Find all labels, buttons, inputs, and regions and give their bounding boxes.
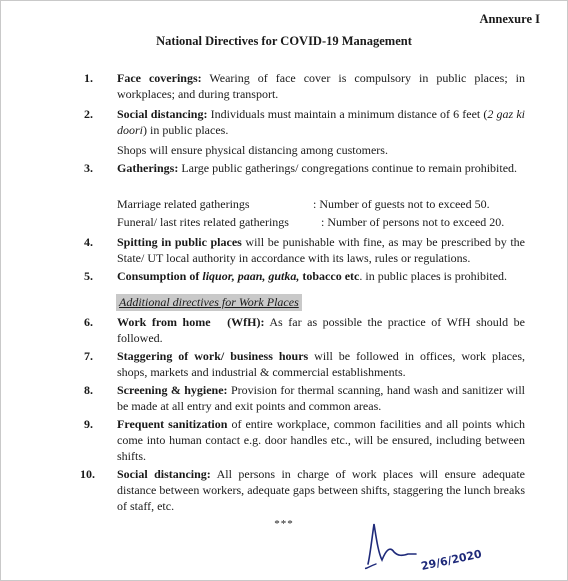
- item-lead: Social distancing:: [117, 467, 211, 481]
- signature: [360, 516, 530, 576]
- item-text: Wearing of face cover is compulsory in public places; in workplaces; and during transport.: [117, 71, 525, 101]
- item-body: [117, 466, 525, 514]
- page-title: National Directives for COVID-19 Management: [156, 34, 412, 48]
- gathering-label: Funeral/ last rites related gatherings: [117, 215, 289, 229]
- signature-date: 29/6/2020: [419, 547, 483, 573]
- gathering-row: [117, 214, 525, 230]
- item-text: of entire workplace, common facilities and all points which come into human contact e.g. door handles etc., will be ensured, including between shifts.: [117, 417, 525, 463]
- end-marker: ***: [274, 518, 294, 530]
- item-text: Provision for thermal scanning, hand wash and sanitizer will be made at all entry and exit points and common areas.: [117, 383, 526, 413]
- item-text: will be punishable with fine, as may be prescribed by the State/ UT local authority in accordance with its laws, rules or regulations.: [117, 235, 525, 265]
- item-text: will be followed in offices, work places, shops, markets and industrial & commercial establishments.: [117, 349, 525, 379]
- item-lead: Work from home: [117, 315, 211, 329]
- item-extra-line: Shops will ensure physical distancing among customers.: [117, 143, 388, 157]
- item-text: All persons in charge of work places will ensure adequate distance between workers, adequate gaps between shifts, staggering the lunch breaks of staff, etc.: [117, 467, 525, 513]
- item-body: [117, 348, 525, 380]
- item-lead: Consumption of: [117, 269, 203, 283]
- item-body: [117, 314, 525, 346]
- gathering-value: : Number of persons not to exceed 20.: [321, 215, 505, 229]
- gathering-value: : Number of guests not to exceed 50.: [313, 197, 490, 211]
- item-text: Individuals must maintain a minimum distance of 6 feet (: [207, 107, 488, 121]
- item-lead: Frequent sanitization: [117, 417, 228, 431]
- item-lead: Social distancing:: [117, 107, 208, 121]
- item-lead: (WfH):: [227, 315, 265, 329]
- item-body: [117, 70, 525, 102]
- signature-stroke: [368, 524, 416, 564]
- annexure-label: Annexure I: [479, 12, 540, 26]
- item-text: Large public gatherings/ congregations continue to remain prohibited.: [178, 161, 518, 175]
- signature-stroke: [366, 564, 376, 569]
- item-body: [117, 382, 525, 414]
- item-lead: Face coverings:: [117, 71, 202, 85]
- item-body: [117, 416, 525, 464]
- gathering-row: [117, 196, 525, 212]
- section-heading: Additional directives for Work Places: [116, 294, 302, 311]
- item-number: 9.: [84, 417, 93, 431]
- item-number: 10.: [80, 467, 95, 481]
- item-text: ) in public places.: [143, 123, 229, 137]
- item-number: 6.: [84, 315, 93, 329]
- item-text: As far as possible the practice of WfH should be followed.: [117, 315, 525, 345]
- item-body: [117, 268, 525, 284]
- item-number: 3.: [84, 161, 93, 175]
- item-number: 1.: [84, 71, 93, 85]
- item-lead: Screening & hygiene:: [117, 383, 228, 397]
- item-lead: Gatherings:: [117, 161, 179, 175]
- item-number: 7.: [84, 349, 93, 363]
- item-lead-italic: liquor, paan, gutka,: [202, 269, 300, 283]
- item-number: 2.: [84, 107, 93, 121]
- item-lead: Staggering of work/ business hours: [117, 349, 309, 363]
- item-number: 4.: [84, 235, 93, 249]
- item-italic: 2 gaz ki doori: [117, 107, 525, 137]
- item-number: 8.: [84, 383, 93, 397]
- item-body: [117, 234, 525, 266]
- item-body: [117, 106, 525, 138]
- item-text: . in public places is prohibited.: [359, 269, 508, 283]
- gathering-label: Marriage related gatherings: [117, 197, 250, 211]
- item-number: 5.: [84, 269, 93, 283]
- item-body: [117, 160, 525, 176]
- item-lead: Spitting in public places: [117, 235, 242, 249]
- item-lead: tobacco etc: [299, 269, 360, 283]
